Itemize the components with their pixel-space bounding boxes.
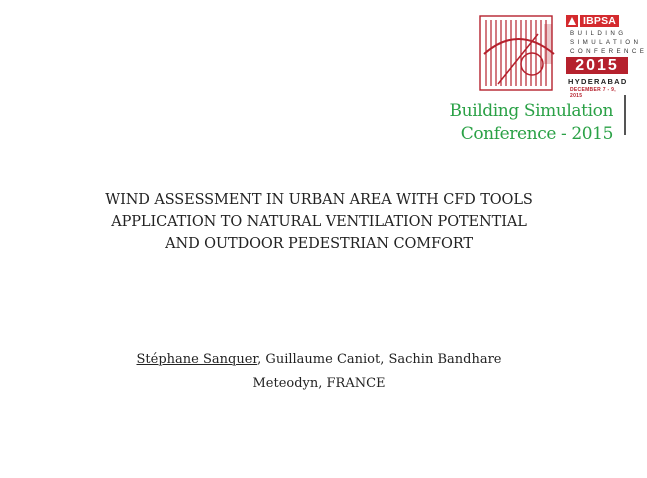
co-authors: , Guillaume Caniot, Sachin Bandhare	[257, 352, 502, 367]
logo-dates: DECEMBER 7 - 9, 2015	[570, 87, 616, 99]
conference-title-line-2: Conference - 2015	[460, 124, 613, 144]
logo-line-building: BUILDING	[570, 30, 627, 37]
paper-title	[20, 189, 618, 255]
paper-title-line-2: APPLICATION TO NATURAL VENTILATION POTENTIAL	[111, 214, 527, 230]
paper-title-line-3: AND OUTDOOR PEDESTRIAN COMFORT	[165, 236, 473, 252]
logo-line-simulation: SIMULATION	[570, 39, 642, 46]
ibpsa-badge	[566, 14, 619, 27]
presenting-author: Stéphane Sanquer	[136, 352, 258, 367]
affiliation: Meteodyn, FRANCE	[252, 376, 386, 391]
conference-logo	[478, 12, 647, 99]
badge-label: IBPSA	[580, 15, 619, 27]
authors	[20, 350, 618, 370]
logo-city: HYDERABAD	[568, 77, 628, 86]
ibpsa-mark-icon	[566, 15, 578, 27]
conference-title-line-1: Building Simulation	[449, 101, 613, 121]
logo-graphic	[478, 14, 560, 94]
conference-title	[383, 100, 613, 146]
paper-title-line-1: WIND ASSESSMENT IN URBAN AREA WITH CFD TOOLS	[105, 192, 533, 208]
edge-divider	[624, 95, 626, 135]
logo-year: 2015	[566, 57, 628, 74]
logo-line-conference: CONFERENCE	[570, 48, 647, 55]
